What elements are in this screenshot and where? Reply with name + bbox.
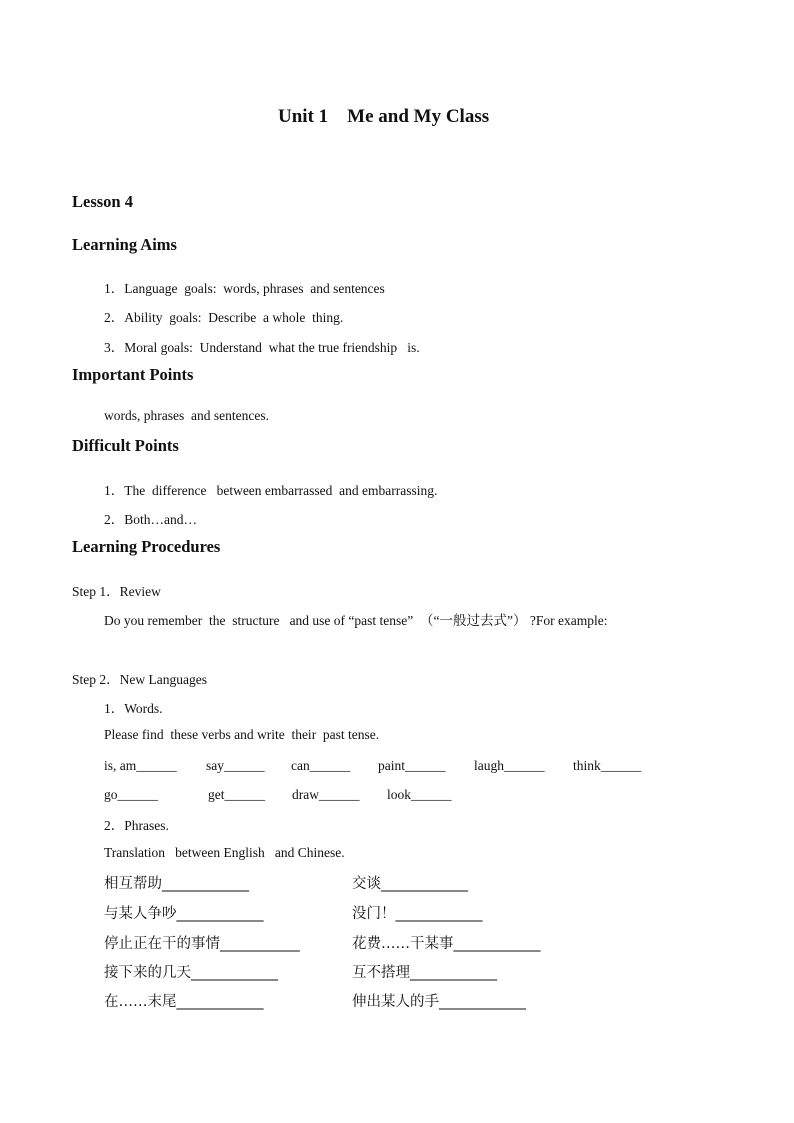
difficult-item-1: 1．The difference between embarrassed and embarrassing. <box>104 483 438 498</box>
step2-label: Step 2．New Languages <box>72 672 207 687</box>
phrase-blank-right[interactable]: 伸出某人的手____________ <box>352 994 526 1010</box>
learning-aims-heading: Learning Aims <box>72 235 177 254</box>
verb-blank[interactable]: paint______ <box>378 758 446 773</box>
page-title: Unit 1 Me and My Class <box>278 106 490 127</box>
phrase-blank-left[interactable]: 相互帮助____________ <box>104 876 249 892</box>
important-points-text: words, phrases and sentences. <box>104 408 269 423</box>
aim-item-3: 3．Moral goals: Understand what the true friendship is. <box>104 340 420 355</box>
aim-item-2: 2．Ability goals: Describe a whole thing. <box>104 310 344 325</box>
verb-blank[interactable]: go______ <box>104 787 158 802</box>
verb-blank[interactable]: draw______ <box>292 787 360 802</box>
learning-procedures-heading: Learning Procedures <box>72 537 221 556</box>
phrase-blank-left[interactable]: 与某人争吵____________ <box>104 906 264 922</box>
difficult-item-2: 2．Both…and… <box>104 512 197 527</box>
verb-blank[interactable]: can______ <box>291 758 351 773</box>
phrase-blank-right[interactable]: 交谈____________ <box>352 876 468 892</box>
verb-blank[interactable]: is, am______ <box>104 758 177 773</box>
verb-blank[interactable]: say______ <box>206 758 265 773</box>
step1-text: Do you remember the structure and use of “past tense” （“一般过去式”） ?For example: <box>104 613 608 628</box>
phrase-blank-right[interactable]: 互不搭理____________ <box>352 965 497 981</box>
difficult-points-heading: Difficult Points <box>72 436 179 455</box>
phrases-label: 2．Phrases. <box>104 818 169 833</box>
phrases-instruction: Translation between English and Chinese. <box>104 845 345 860</box>
aim-item-1: 1．Language goals: words, phrases and sentences <box>104 281 385 296</box>
verb-blank[interactable]: laugh______ <box>474 758 545 773</box>
lesson-heading: Lesson 4 <box>72 192 133 211</box>
words-instruction: Please find these verbs and write their past tense. <box>104 727 380 742</box>
words-label: 1．Words. <box>104 701 163 716</box>
important-points-heading: Important Points <box>72 365 194 384</box>
phrase-blank-right[interactable]: 花费……干某事____________ <box>352 936 541 952</box>
phrase-blank-left[interactable]: 在……末尾____________ <box>104 994 264 1010</box>
phrase-blank-left[interactable]: 停止正在干的事情___________ <box>104 936 300 952</box>
verb-blank[interactable]: get______ <box>208 787 265 802</box>
verb-blank[interactable]: look______ <box>387 787 452 802</box>
verb-blank[interactable]: think______ <box>573 758 642 773</box>
phrase-blank-right[interactable]: 没门！____________ <box>352 906 483 922</box>
phrase-blank-left[interactable]: 接下来的几天____________ <box>104 965 278 981</box>
step1-label: Step 1．Review <box>72 584 161 599</box>
